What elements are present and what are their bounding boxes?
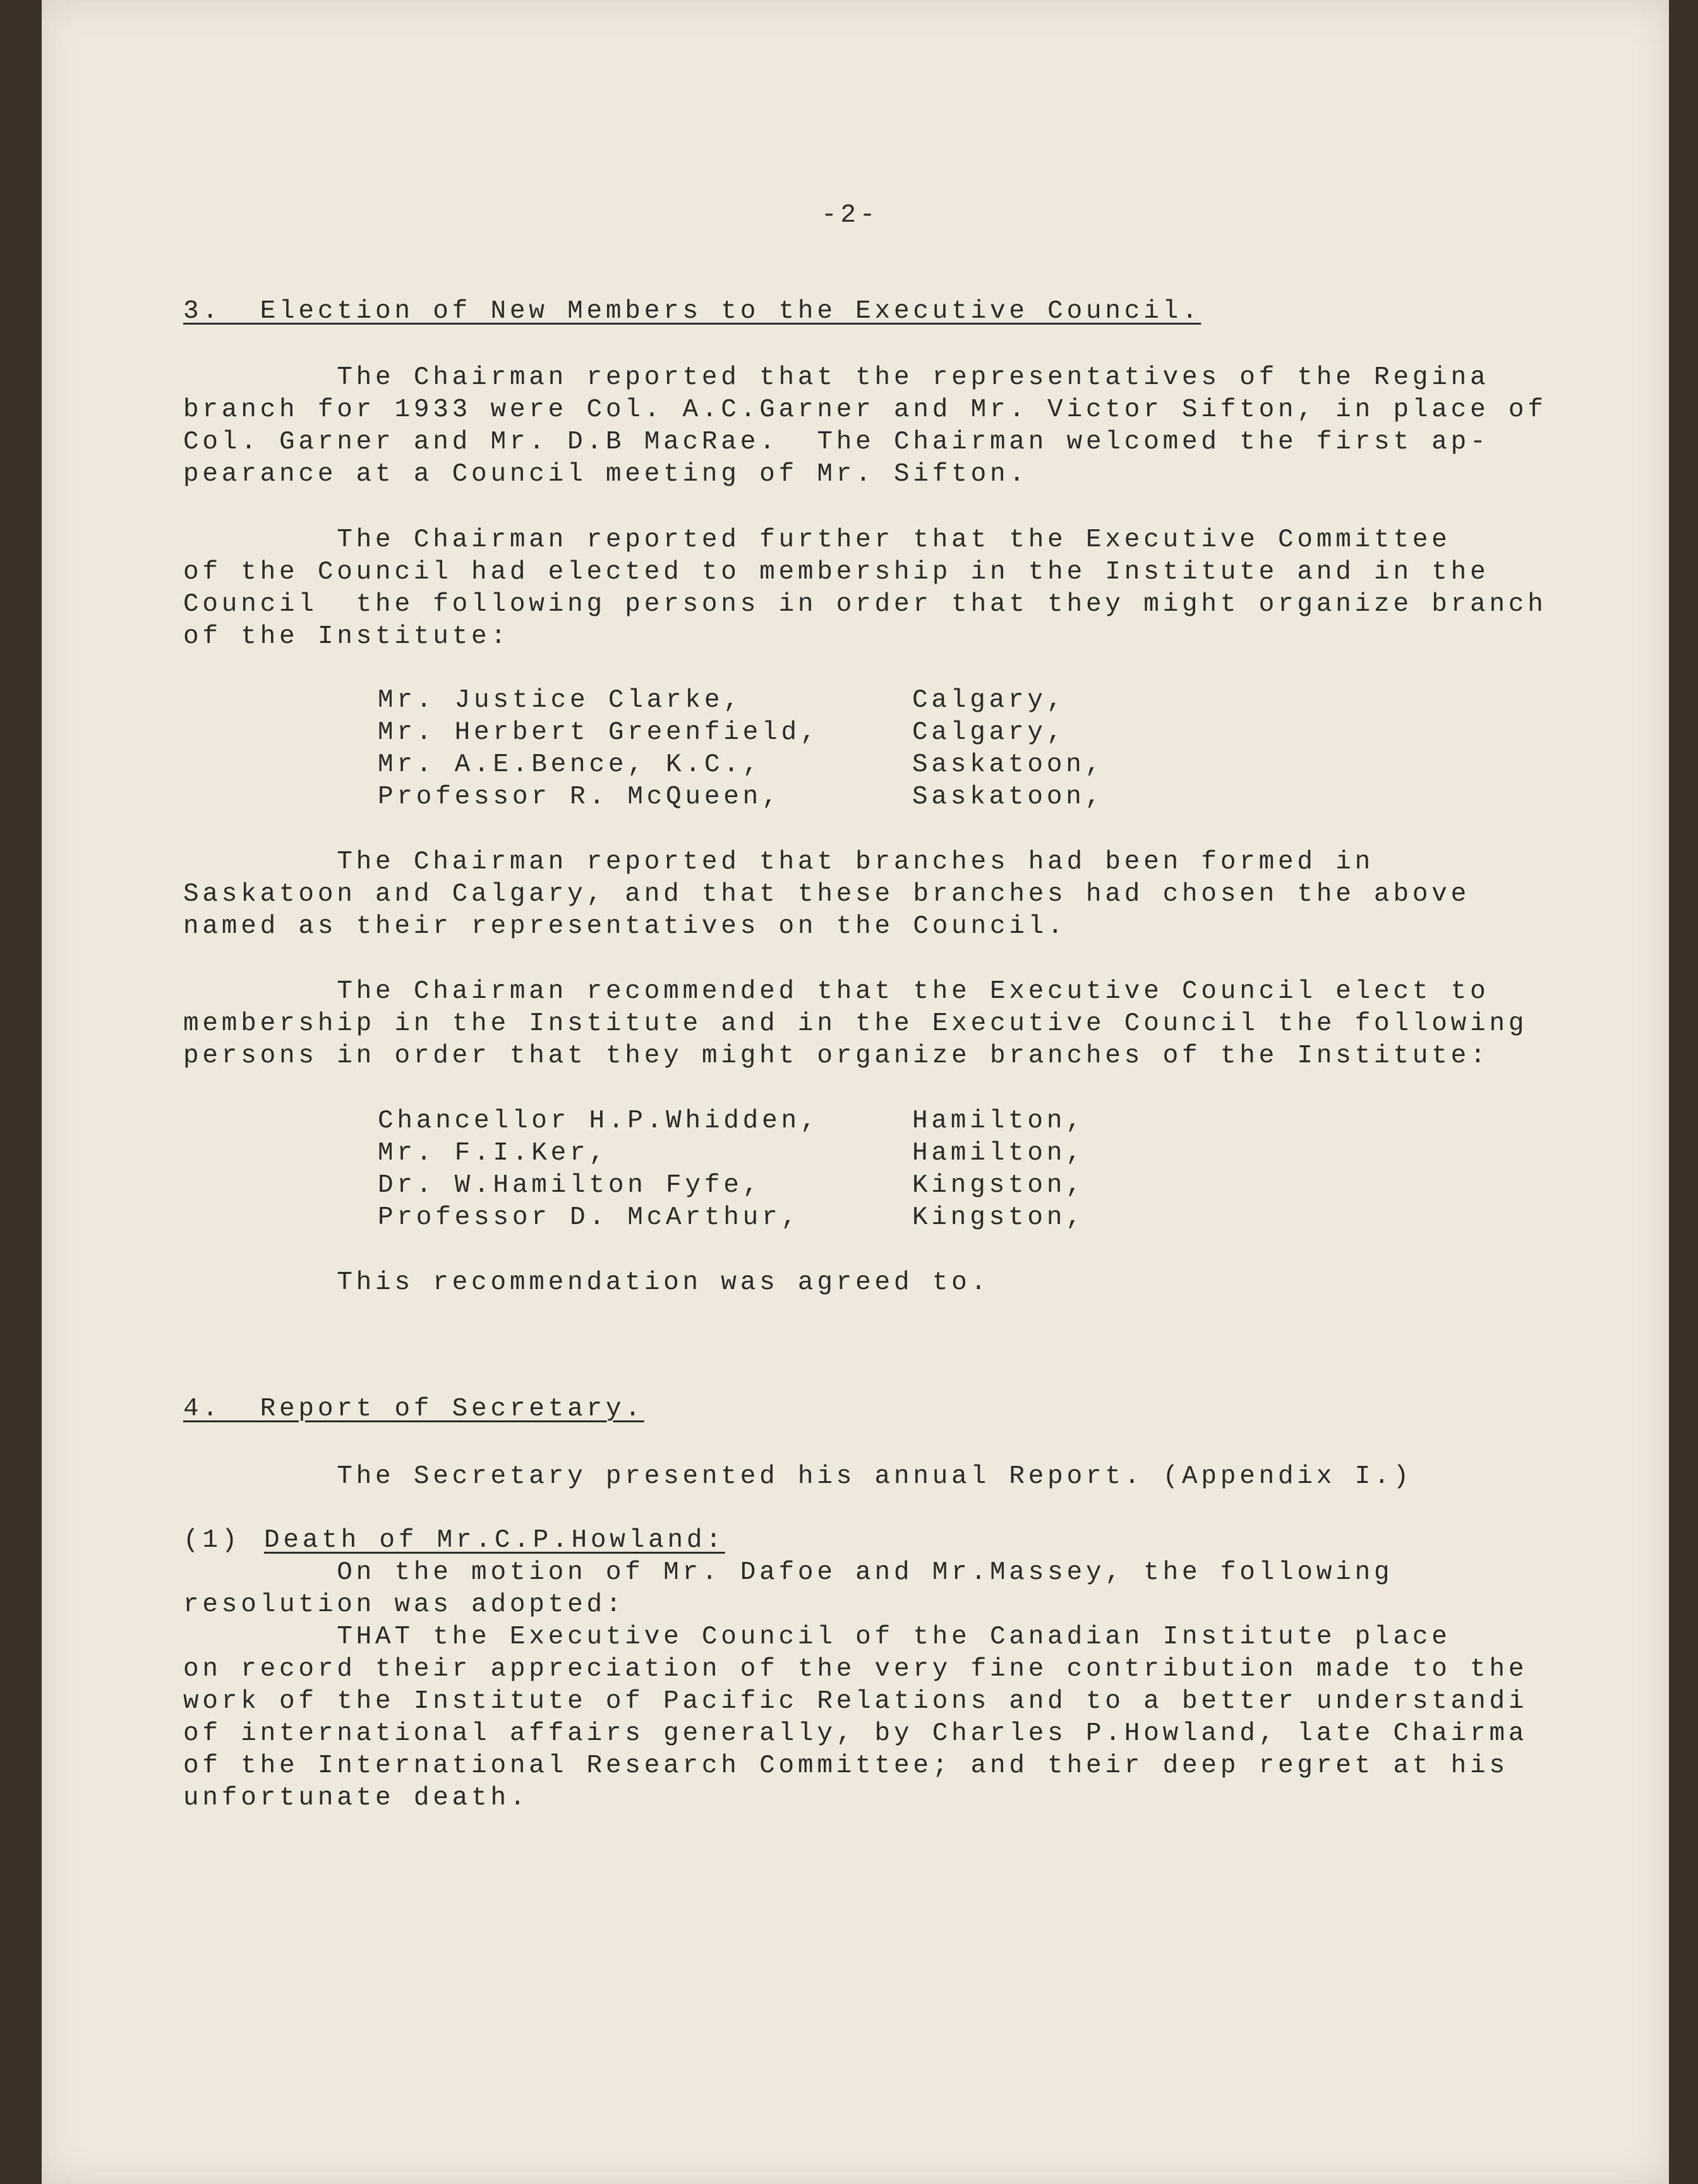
list1-place: Saskatoon, xyxy=(912,750,1105,779)
s3-para-3-line-3: named as their representatives on the Council. xyxy=(183,912,1067,941)
list1-place: Saskatoon, xyxy=(912,783,1105,812)
section-4-heading: 4. Report of Secretary. xyxy=(183,1395,644,1424)
s3-para-3-line-1: The Chairman reported that branches had been formed in xyxy=(183,848,1375,877)
list2-name: Professor D. McArthur, xyxy=(378,1203,800,1232)
list1-name: Mr. Justice Clarke, xyxy=(378,686,743,715)
s3-para-4-line-2: membership in the Institute and in the Executive Council the following xyxy=(183,1009,1528,1038)
list2-name: Chancellor H.P.Whidden, xyxy=(378,1107,820,1136)
section-3-heading: 3. Election of New Members to the Executive Council. xyxy=(183,297,1201,326)
s4-para-1: The Secretary presented his annual Report. (Appendix I.) xyxy=(183,1462,1412,1491)
list2-place: Hamilton, xyxy=(912,1139,1085,1168)
s4-para-2-line-6: of international affairs generally, by Charles P.Howland, late Chairma xyxy=(183,1719,1528,1748)
s3-para-5: This recommendation was agreed to. xyxy=(183,1268,990,1297)
list1-name: Mr. A.E.Bence, K.C., xyxy=(378,750,762,779)
s3-para-4-line-1: The Chairman recommended that the Executive Council elect to xyxy=(183,977,1490,1006)
s4-sub-number: (1) xyxy=(183,1526,260,1555)
list1-place: Calgary, xyxy=(912,718,1066,747)
s3-para-2-line-2: of the Council had elected to membership in the Institute and in the xyxy=(183,558,1490,587)
s4-para-2-line-8: unfortunate death. xyxy=(183,1784,529,1813)
s3-para-1-line-4: pearance at a Council meeting of Mr. Sifton. xyxy=(183,460,1028,489)
list1-name: Mr. Herbert Greenfield, xyxy=(378,718,820,747)
s3-para-1-line-2: branch for 1933 were Col. A.C.Garner and Mr. Victor Sifton, in place of xyxy=(183,395,1547,424)
s4-para-2-line-3: THAT the Executive Council of the Canadian Institute place xyxy=(183,1623,1451,1652)
s4-sub-heading: Death of Mr.C.P.Howland: xyxy=(264,1526,725,1555)
s4-para-2-line-1: On the motion of Mr. Dafoe and Mr.Massey, the following xyxy=(183,1558,1394,1587)
page-number: -2- xyxy=(821,201,879,230)
list2-place: Hamilton, xyxy=(912,1107,1085,1136)
s3-para-2-line-1: The Chairman reported further that the Executive Committee xyxy=(183,525,1451,555)
s4-para-2-line-5: work of the Institute of Pacific Relations and to a better understandi xyxy=(183,1687,1528,1716)
s3-para-1-line-3: Col. Garner and Mr. D.B MacRae. The Chairman welcomed the first ap- xyxy=(183,428,1490,457)
s4-para-2-line-7: of the International Research Committee; and their deep regret at his xyxy=(183,1751,1508,1780)
list2-name: Dr. W.Hamilton Fyfe, xyxy=(378,1171,762,1200)
list2-place: Kingston, xyxy=(912,1171,1085,1200)
s3-para-3-line-2: Saskatoon and Calgary, and that these branches had chosen the above xyxy=(183,880,1471,909)
s3-para-4-line-3: persons in order that they might organize branches of the Institute: xyxy=(183,1041,1490,1071)
s4-para-2-line-4: on record their appreciation of the very fine contribution made to the xyxy=(183,1655,1528,1684)
s3-para-2-line-3: Council the following persons in order that they might organize branch xyxy=(183,590,1547,619)
list1-name: Professor R. McQueen, xyxy=(378,783,781,812)
list2-place: Kingston, xyxy=(912,1203,1085,1232)
list1-place: Calgary, xyxy=(912,686,1066,715)
s4-para-2-line-2: resolution was adopted: xyxy=(183,1590,625,1619)
s3-para-1-line-1: The Chairman reported that the representatives of the Regina xyxy=(183,363,1490,392)
list2-name: Mr. F.I.Ker, xyxy=(378,1139,608,1168)
s3-para-2-line-4: of the Institute: xyxy=(183,622,510,651)
